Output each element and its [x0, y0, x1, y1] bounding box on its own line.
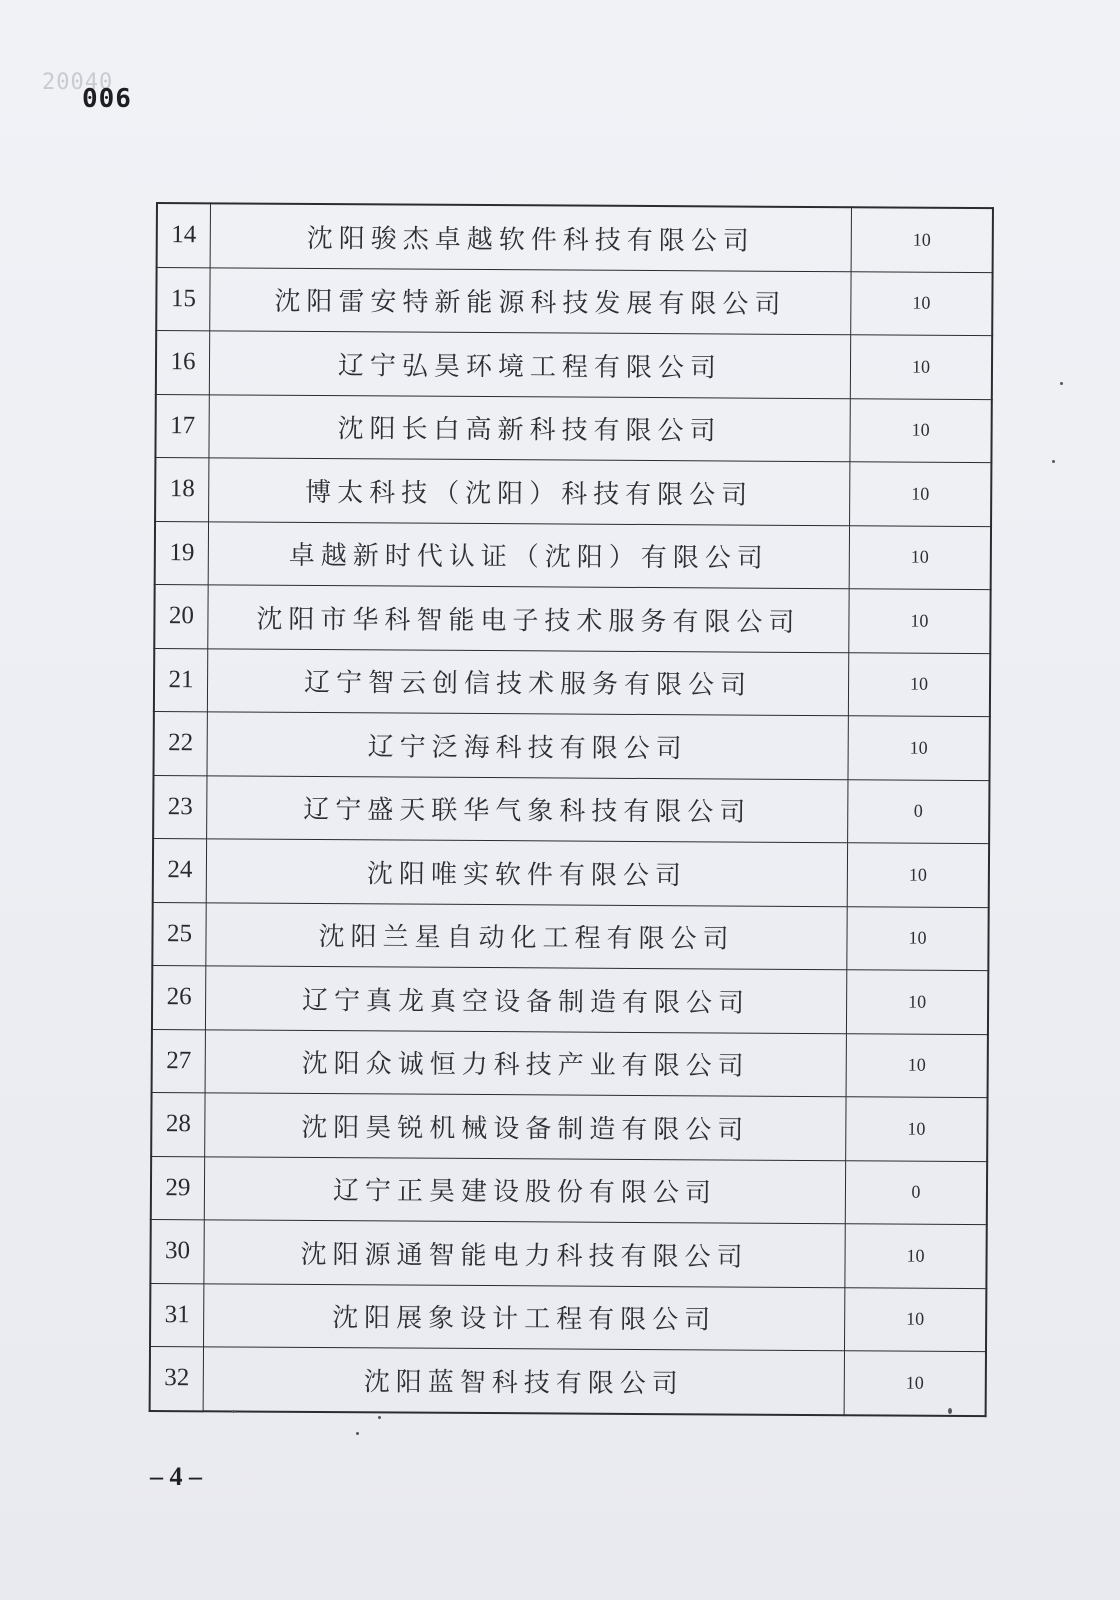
row-index: 15 [156, 267, 210, 331]
company-name: 沈阳雷安特新能源科技发展有限公司 [210, 267, 851, 334]
row-index: 27 [152, 1029, 206, 1093]
row-index: 24 [153, 838, 207, 902]
score-value: 0 [848, 779, 990, 843]
row-index: 26 [152, 965, 206, 1029]
company-score-table [149, 202, 994, 1417]
row-index: 28 [151, 1092, 205, 1156]
company-name: 沈阳展象设计工程有限公司 [204, 1283, 845, 1350]
table-row [154, 648, 990, 717]
company-name: 沈阳兰星自动化工程有限公司 [206, 902, 847, 969]
company-name: 辽宁智云创信技术服务有限公司 [207, 648, 848, 715]
table-row [157, 203, 993, 272]
scan-speck [378, 1416, 381, 1419]
row-index: 19 [155, 521, 209, 585]
table-body [150, 203, 993, 1416]
company-name: 博太科技（沈阳）科技有限公司 [209, 458, 850, 525]
score-value: 10 [851, 207, 993, 272]
table-row [153, 838, 989, 907]
table-row [155, 394, 991, 463]
scan-speck [1052, 460, 1055, 463]
score-value: 10 [846, 1033, 988, 1097]
faint-stamp-mark: 20040 [42, 70, 114, 95]
scan-speck [356, 1432, 359, 1435]
company-name: 沈阳市华科智能电子技术服务有限公司 [208, 585, 849, 652]
company-name: 辽宁正昊建设股份有限公司 [204, 1156, 845, 1223]
company-name: 沈阳骏杰卓越软件科技有限公司 [210, 203, 851, 271]
company-name: 辽宁弘昊环境工程有限公司 [209, 331, 850, 398]
table-row [156, 267, 992, 336]
scan-speck [232, 1410, 235, 1413]
company-name: 沈阳昊锐机械设备制造有限公司 [205, 1093, 846, 1160]
score-value: 10 [849, 589, 991, 653]
score-value: 10 [844, 1287, 986, 1351]
table-row [153, 775, 989, 844]
row-index: 31 [150, 1283, 204, 1347]
table-row [150, 1283, 986, 1352]
score-value: 10 [848, 716, 990, 780]
score-value: 10 [844, 1351, 986, 1416]
table-row [152, 1029, 988, 1098]
row-index: 14 [157, 203, 211, 267]
score-value: 10 [848, 652, 990, 716]
row-index: 25 [152, 902, 206, 966]
row-index: 20 [154, 584, 208, 648]
company-score-table-wrapper [149, 202, 994, 1417]
row-index: 32 [150, 1346, 204, 1410]
row-index: 16 [156, 331, 210, 395]
score-value: 10 [846, 970, 988, 1034]
company-name: 沈阳众诚恒力科技产业有限公司 [205, 1029, 846, 1096]
document-number: 006 [82, 84, 132, 114]
table-row [152, 965, 988, 1034]
company-name: 辽宁盛天联华气象科技有限公司 [207, 775, 848, 842]
company-name: 辽宁真龙真空设备制造有限公司 [205, 966, 846, 1033]
score-value: 10 [850, 335, 992, 399]
scan-speck [948, 1408, 952, 1414]
table-row [150, 1219, 986, 1288]
row-index: 21 [154, 648, 208, 712]
table-row [151, 1092, 987, 1161]
row-index: 30 [150, 1219, 204, 1283]
score-value: 10 [850, 462, 992, 526]
table-row [151, 1156, 987, 1225]
table-row [150, 1346, 986, 1415]
page-number: – 4 – [150, 1462, 202, 1491]
company-name: 沈阳蓝智科技有限公司 [203, 1347, 844, 1415]
table-row [156, 331, 992, 400]
score-value: 10 [846, 1097, 988, 1161]
score-value: 10 [847, 906, 989, 970]
table-row [155, 458, 991, 527]
table-row [153, 711, 989, 780]
company-name: 沈阳唯实软件有限公司 [206, 839, 847, 906]
score-value: 10 [849, 525, 991, 589]
row-index: 23 [153, 775, 207, 839]
score-value: 10 [850, 398, 992, 462]
table-row [155, 521, 991, 590]
score-value: 10 [845, 1224, 987, 1288]
row-index: 17 [155, 394, 209, 458]
score-value: 0 [845, 1160, 987, 1224]
score-value: 10 [851, 271, 993, 335]
company-name: 辽宁泛海科技有限公司 [207, 712, 848, 779]
row-index: 22 [153, 711, 207, 775]
score-value: 10 [847, 843, 989, 907]
company-name: 卓越新时代认证（沈阳）有限公司 [208, 521, 849, 588]
row-index: 29 [151, 1156, 205, 1220]
company-name: 沈阳源通智能电力科技有限公司 [204, 1220, 845, 1287]
scan-speck [1060, 382, 1063, 385]
row-index: 18 [155, 458, 209, 522]
company-name: 沈阳长白高新科技有限公司 [209, 394, 850, 461]
table-row [152, 902, 988, 971]
table-row [154, 584, 990, 653]
